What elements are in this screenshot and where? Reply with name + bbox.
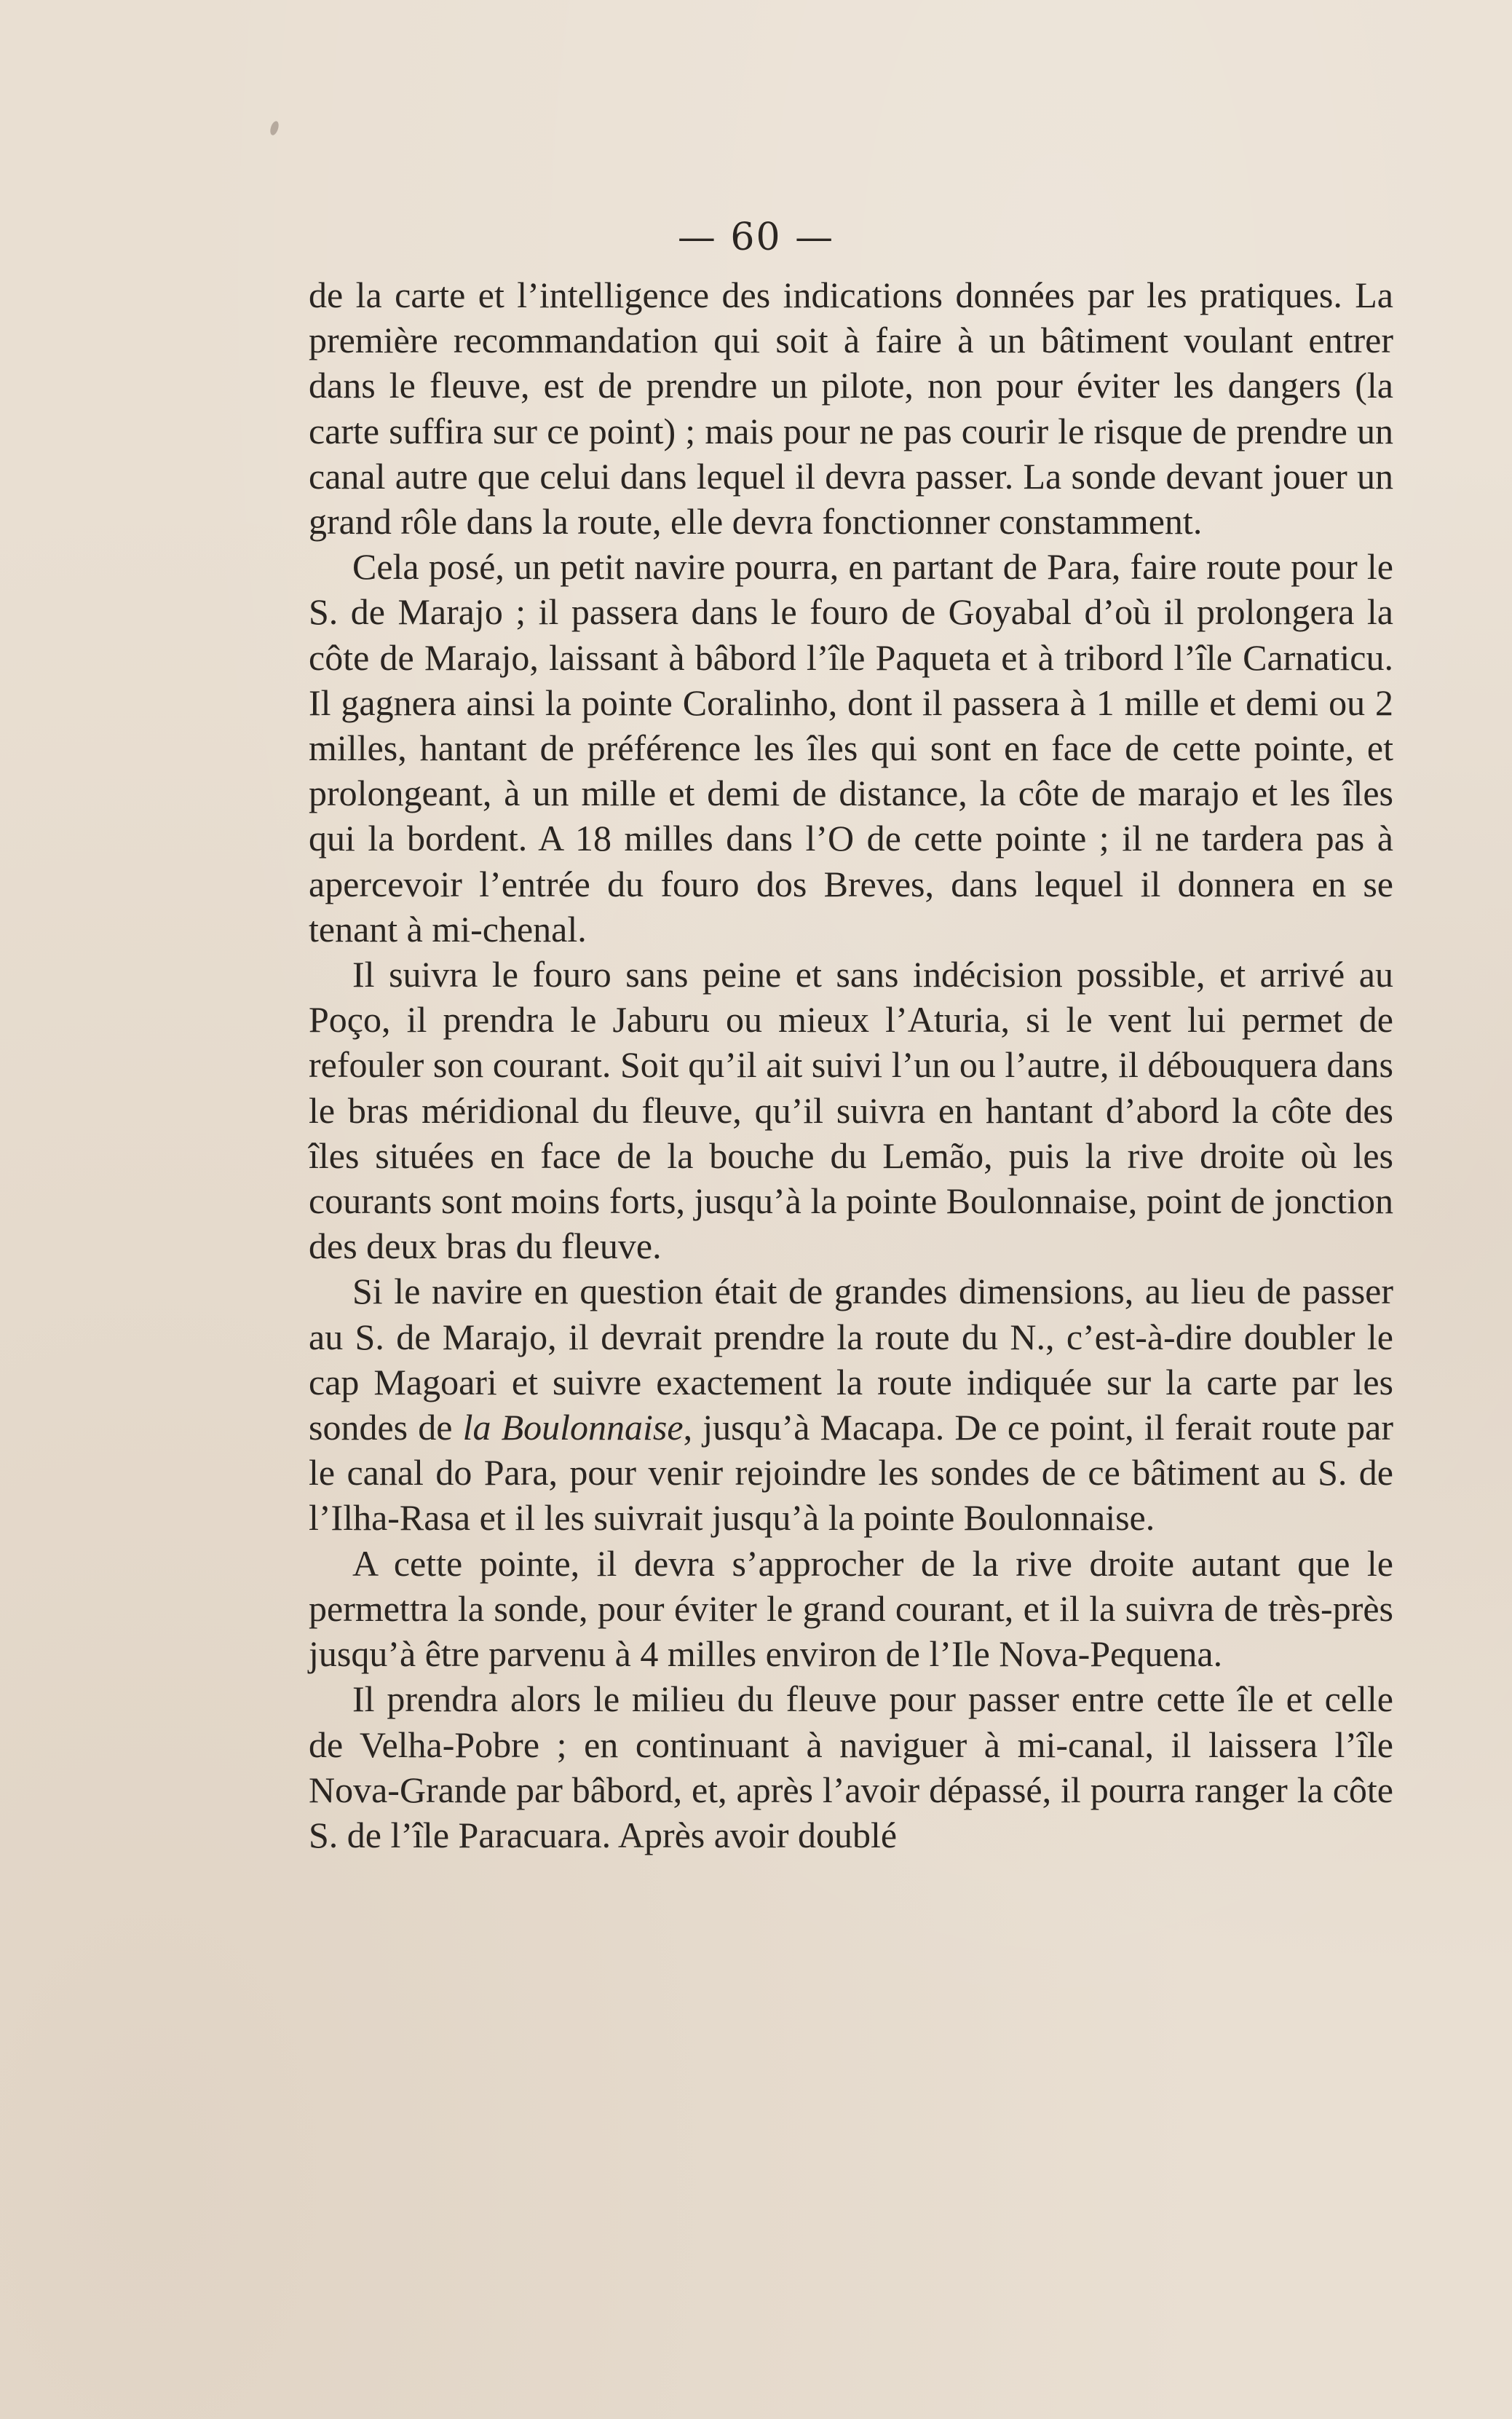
ink-speck [269, 120, 280, 136]
body-text [309, 272, 1393, 1858]
ship-name-italic: la Boulonnaise [462, 1407, 684, 1448]
paragraph-5: A cette pointe, il devra s’approcher de la rive droite autant que le permettra la sonde, pour éviter le grand courant, et il la suivra de très-près jusqu’à être parvenu à 4 milles environ de l’Ile Nova-Pequena. [309, 1542, 1393, 1675]
paragraph-6: Il prendra alors le milieu du fleuve pour passer entre cette île et celle de Velha-Pobre ; en continuant à naviguer à mi-canal, il laissera l’île Nova-Grande par bâbord, et, après l’avoir dépassé, il pourra ranger la côte S. de l’île Paracuara. Après avoir doublé [309, 1678, 1393, 1855]
paragraph-2: Cela posé, un petit navire pourra, en partant de Para, faire route pour le S. de Marajo ; il passera dans le fouro de Goyabal d’où il prolongera la côte de Marajo, laissant à bâbord l’île Paqueta et à tribord l’île Carnaticu. Il gagnera ainsi la pointe Coralinho, dont il passera à 1 mille et demi ou 2 milles, hantant de préférence les îles qui sont en face de cette pointe, et prolongeant, à un mille et demi de distance, la côte de marajo et les îles qui la bordent. A 18 milles dans l’O de cette pointe ; il ne tardera pas à apercevoir l’entrée du fouro dos Breves, dans lequel il donnera en se tenant à mi-chenal. [309, 546, 1393, 950]
paragraph-4-text-before: Si le navire en question était de grandes dimensions, au lieu de passer au S. de Marajo, il devrait prendre la route du N., c’est-à-dire doubler le cap Magoari et suivre exactement la route indiquée sur la carte par les sondes de [309, 1271, 1393, 1448]
paragraph-1: de la carte et l’intelligence des indications données par les pratiques. La première recommandation qui soit à faire à un bâtiment voulant entrer dans le fleuve, est de prendre un pilote, non pour éviter les dangers (la carte suffira sur ce point) ; mais pour ne pas courir le risque de prendre un canal autre que celui dans lequel il devra passer. La sonde devant jouer un grand rôle dans la route, elle devra fonctionner constamment. [309, 275, 1393, 542]
page-number: — 60 — [677, 216, 835, 259]
paragraph-4 [309, 1268, 1393, 1540]
paragraph-4-text-after: , jusqu’à Macapa. De ce point, il ferait route par le canal do Para, pour venir rejoindre les sondes de ce bâtiment au S. de l’Ilha-Rasa et il les suivrait jusqu’à la pointe Boulonnaise. [309, 1407, 1393, 1539]
paragraph-3: Il suivra le fouro sans peine et sans indécision possible, et arrivé au Poço, il prendra le Jaburu ou mieux l’Aturia, si le vent lui permet de refouler son courant. Soit qu’il ait suivi l’un ou l’autre, il débouquera dans le bras méridional du fleuve, qu’il suivra en hantant d’abord la côte des îles situées en face de la bouche du Lemão, puis la rive droite où les courants sont moins forts, jusqu’à la pointe Boulonnaise, point de jonction des deux bras du fleuve. [309, 954, 1393, 1267]
